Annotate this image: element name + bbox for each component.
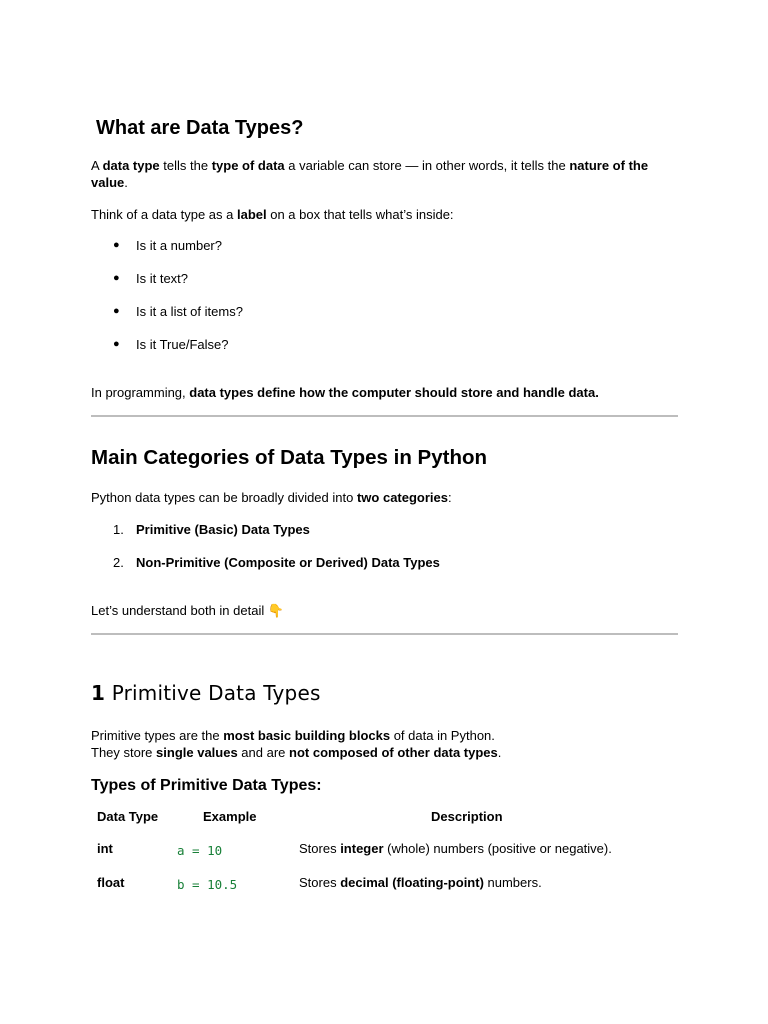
subsection-title: Types of Primitive Data Types: (91, 777, 322, 794)
divider (91, 415, 678, 417)
bullet-icon: ● (113, 305, 120, 317)
section-title-primitive: 1 Primitive Data Types (91, 681, 321, 705)
row-description: Stores decimal (floating-point) numbers. (299, 875, 542, 890)
programming-paragraph: In programming, data types define how the computer should store and handle data. (91, 385, 599, 400)
table-header: Description (431, 809, 503, 824)
section-title-main-categories: Main Categories of Data Types in Python (91, 446, 488, 469)
row-description: Stores integer (whole) numbers (positive or negative). (299, 841, 612, 856)
bullet-icon: ● (113, 338, 120, 350)
detail-paragraph: Let’s understand both in detail 👇 (91, 603, 285, 618)
section-title-data-types: What are Data Types? (96, 117, 304, 139)
divider (91, 633, 678, 635)
bullet-icon: ● (113, 272, 120, 284)
table-header: Example (203, 809, 257, 824)
number-badge: 1 (91, 681, 106, 705)
intro-paragraph: A data type tells the type of data a variable can store — in other words, it tells the nature of the value. (91, 158, 649, 190)
table-header: Data Type (97, 809, 159, 824)
categories-paragraph: Python data types can be broadly divided into two categories: (91, 490, 452, 505)
label-paragraph: Think of a data type as a label on a box that tells what’s inside: (91, 207, 454, 222)
primitive-description: Primitive types are the most basic building blocks of data in Python. They store single values and are not composed of other data types. (91, 728, 502, 760)
bullet-icon: ● (113, 239, 120, 251)
